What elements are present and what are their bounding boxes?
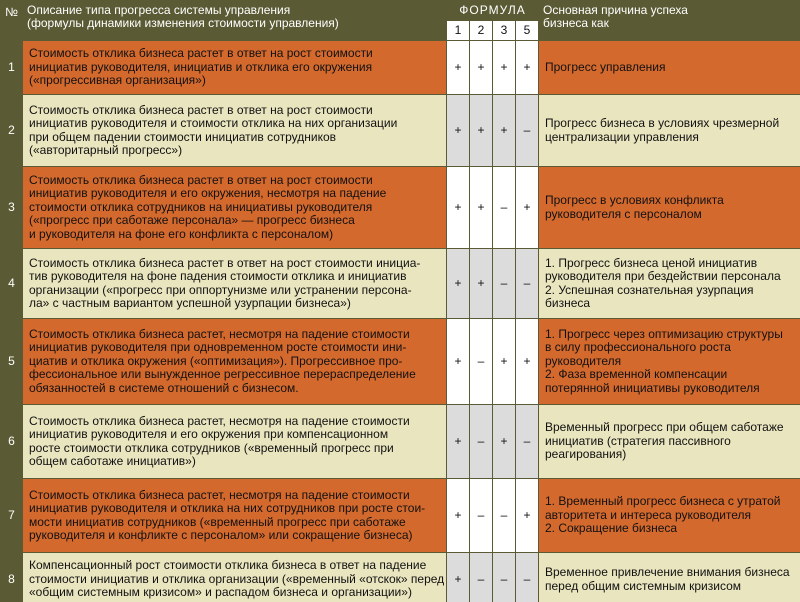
- cause-line: централизации управления: [545, 129, 699, 144]
- description-line: фессиональное или вынужденное регрессивное перераспределение: [29, 367, 416, 382]
- description-line: инициатив руководителя и отклика на них сотрудников при росте стои-: [29, 501, 426, 515]
- row-description: [23, 167, 447, 249]
- row-number: 7: [1, 479, 23, 553]
- cause-line: 2. Сокращение бизнеса: [545, 521, 678, 536]
- formula-sign: –: [493, 553, 516, 602]
- formula-sign: +: [447, 319, 470, 405]
- formula-sign: +: [516, 319, 539, 405]
- row-number: 4: [1, 249, 23, 319]
- formula-sign: –: [470, 319, 493, 405]
- description-line: при общем падении стоимости инициатив сотрудников: [29, 129, 337, 144]
- description-line: руководителя и конфликте с персоналом» или сокращение бизнеса): [29, 528, 413, 542]
- cause-line: руководителя: [545, 353, 622, 368]
- table-row: [1, 405, 800, 479]
- description-line: Стоимость отклика бизнеса растет, несмотря на падение стоимости: [29, 326, 410, 341]
- row-cause: [539, 95, 800, 167]
- cause-line: 1. Прогресс бизнеса ценой инициатив: [545, 255, 758, 270]
- row-cause: [539, 479, 800, 553]
- description-line: стоимости отклика сотрудников на инициативы руководителя: [29, 199, 373, 214]
- table-row: [1, 167, 800, 249]
- cause-line: Временное привлечение внимания бизнеса: [545, 565, 790, 579]
- formula-sign: +: [516, 41, 539, 95]
- description-line: Стоимость отклика бизнеса растет в ответ на рост стоимости: [29, 102, 373, 117]
- row-cause: [539, 41, 800, 95]
- formula-sign: +: [470, 41, 493, 95]
- cause-line: инициатив (стратегия пассивного: [545, 433, 731, 448]
- row-number: 3: [1, 167, 23, 249]
- formula-col-1: 1: [447, 21, 470, 41]
- table-row: [1, 479, 800, 553]
- description-line: («прогресс при саботаже персонала» — прогресс бизнеса: [29, 213, 355, 228]
- formula-sign: –: [470, 553, 493, 602]
- row-description: [23, 405, 447, 479]
- formula-sign: –: [493, 479, 516, 553]
- description-line: организации («прогресс при оппортунизме или устранении персона-: [29, 282, 412, 297]
- description-line: циатив и отклика окружения («оптимизация»). Прогрессивное про-: [29, 353, 403, 368]
- header-cause: Основная причина успеха бизнеса как: [539, 1, 800, 41]
- cause-line: Прогресс в условиях конфликта: [545, 193, 724, 207]
- row-description: [23, 319, 447, 405]
- formula-sign: +: [447, 41, 470, 95]
- cause-line: руководителя с персоналом: [545, 206, 702, 221]
- cause-line: перед общим системным кризисом: [545, 578, 742, 593]
- row-description: [23, 41, 447, 95]
- header-num: №: [1, 1, 23, 41]
- formula-sign: +: [447, 553, 470, 602]
- cause-line: 1. Временный прогресс бизнеса с утратой: [545, 494, 781, 509]
- header-formula: ФОРМУЛА: [447, 1, 539, 21]
- description-line: Стоимость отклика бизнеса растет в ответ на рост стоимости инициа-: [29, 255, 421, 270]
- description-line: инициатив руководителя и его окружения, несмотря на падение: [29, 186, 387, 201]
- description-line: инициатив руководителя и его окружения при компенсационном: [29, 427, 389, 441]
- formula-sign: –: [516, 95, 539, 167]
- row-number: 6: [1, 405, 23, 479]
- cause-line: Прогресс бизнеса в условиях чрезмерной: [545, 116, 780, 130]
- formula-sign: +: [493, 405, 516, 479]
- description-line: Стоимость отклика бизнеса растет в ответ на рост стоимости: [29, 46, 373, 61]
- formula-sign: –: [516, 553, 539, 602]
- row-number: 8: [1, 553, 23, 602]
- cause-line: Временный прогресс при общем саботаже: [545, 420, 784, 435]
- formula-sign: +: [493, 41, 516, 95]
- formula-col-3: 3: [493, 21, 516, 41]
- formula-sign: +: [516, 167, 539, 249]
- description-line: обязанностей в системе отношений с бизнесом.: [29, 380, 299, 395]
- description-line: стоимости инициатив и отклика организации («временный «отскок» перед: [29, 571, 445, 586]
- cause-line: в силу профессионального роста: [545, 340, 731, 355]
- description-line: Стоимость отклика бизнеса растет, несмотря на падение стоимости: [29, 487, 410, 502]
- table-row: [1, 553, 800, 602]
- formula-sign: –: [493, 167, 516, 249]
- row-description: [23, 95, 447, 167]
- description-line: Компенсационный рост стоимости отклика бизнеса в ответ на падение: [29, 558, 427, 573]
- cause-line: авторитета и интереса руководителя: [545, 507, 752, 522]
- formula-sign: +: [470, 167, 493, 249]
- row-cause: [539, 405, 800, 479]
- description-line: Стоимость отклика бизнеса растет в ответ на рост стоимости: [29, 172, 373, 187]
- description-line: Стоимость отклика бизнеса растет, несмотря на падение стоимости: [29, 413, 410, 428]
- formula-sign: +: [493, 95, 516, 167]
- row-number: 1: [1, 41, 23, 95]
- row-cause: [539, 553, 800, 602]
- table-row: [1, 249, 800, 319]
- row-cause: [539, 167, 800, 249]
- row-description: [23, 249, 447, 319]
- formula-sign: +: [493, 319, 516, 405]
- row-description: [23, 553, 447, 602]
- formula-sign: +: [447, 249, 470, 319]
- formula-sign: +: [447, 167, 470, 249]
- cause-line: 2. Фаза временной компенсации: [545, 367, 728, 382]
- formula-col-2: 2: [470, 21, 493, 41]
- row-cause: [539, 249, 800, 319]
- cause-line: потерянной инициативы руководителя: [545, 380, 760, 395]
- cause-line: 2. Успешная сознательная узурпация: [545, 282, 754, 297]
- table-row: [1, 41, 800, 95]
- formula-sign: –: [493, 249, 516, 319]
- table-row: [1, 95, 800, 167]
- formula-sign: +: [447, 95, 470, 167]
- description-line: общем саботаже инициатив»): [29, 454, 196, 468]
- row-number: 2: [1, 95, 23, 167]
- formula-sign: +: [447, 405, 470, 479]
- description-line: мости инициатив сотрудников («временный прогресс при саботаже: [29, 514, 406, 529]
- description-line: ла» с частным вариантом успешной узурпации бизнеса»): [29, 296, 351, 310]
- description-line: тив руководителя на фоне падения стоимости отклика и инициатив: [29, 269, 407, 283]
- formula-sign: +: [516, 479, 539, 553]
- header-description: Описание типа прогресса системы управления (формулы динамики изменения стоимости управления): [23, 1, 447, 41]
- formula-sign: –: [516, 405, 539, 479]
- cause-line: Прогресс управления: [545, 59, 666, 74]
- description-line: инициатив руководителя при одновременном росте стоимости ини-: [29, 340, 407, 355]
- description-line: инициатив руководителя, инициатив и отклика его окружения: [29, 59, 373, 74]
- formula-col-5: 5: [516, 21, 539, 41]
- cause-line: руководителя при бездействии персонала: [545, 269, 781, 283]
- formula-sign: –: [470, 479, 493, 553]
- cause-line: 1. Прогресс через оптимизацию структуры: [545, 326, 783, 341]
- description-line: инициатив руководителя и стоимости отклика на них организации: [29, 116, 398, 130]
- description-line: и руководителя на фоне его конфликта с персоналом): [29, 226, 334, 241]
- description-line: («авторитарный прогресс»): [29, 143, 183, 157]
- cause-line: реагирования): [545, 447, 627, 462]
- row-description: [23, 479, 447, 553]
- formula-sign: +: [447, 479, 470, 553]
- formula-sign: +: [470, 95, 493, 167]
- table-row: [1, 319, 800, 405]
- row-number: 5: [1, 319, 23, 405]
- formula-sign: –: [516, 249, 539, 319]
- description-line: («прогрессивная организация»): [29, 73, 206, 88]
- formula-sign: –: [470, 405, 493, 479]
- formula-sign: +: [470, 249, 493, 319]
- cause-line: бизнеса: [545, 296, 591, 310]
- description-line: росте стоимости отклика сотрудников («временный прогресс при: [29, 440, 394, 455]
- row-cause: [539, 319, 800, 405]
- description-line: «общим системным кризисом» и распадом бизнеса и организации»): [29, 585, 412, 600]
